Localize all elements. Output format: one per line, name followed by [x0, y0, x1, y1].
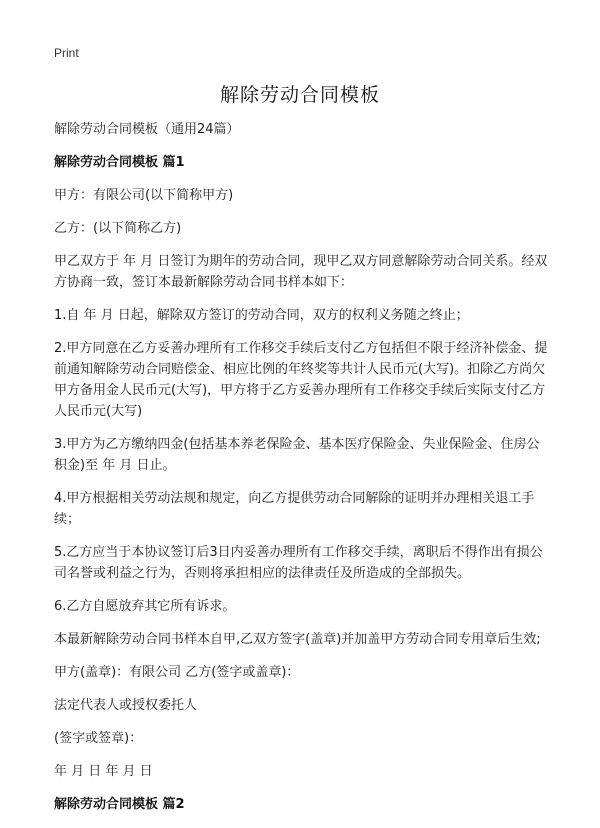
clause-2: 2.甲方同意在乙方妥善办理所有工作移交手续后支付乙方包括但不限于经济补偿金、提前通知解除劳动合同赔偿金、相应比例的年终奖等共计人民币元(大写)。扣除乙方尚欠甲方备用金人民币元(大写)，甲方将于乙方妥善办理所有工作移交手续后实际支付乙方人民币元(大写): [54, 341, 548, 419]
section-heading-1: 解除劳动合同模板 篇1: [54, 155, 185, 170]
signature-line: 甲方(盖章)：有限公司 乙方(签字或盖章)：: [54, 665, 300, 680]
print-label: Print: [54, 46, 79, 60]
clause-3: 3.甲方为乙方缴纳四金(包括基本养老保险金、基本医疗保险金、失业保险金、住房公积金)至 年 月 日止。: [54, 437, 540, 473]
clause-4: 4.甲方根据相关劳动法规和规定，向乙方提供劳动合同解除的证明并办理相关退工手续；: [54, 491, 535, 527]
sign-or-seal-line: (签字或签章)：: [54, 731, 143, 746]
clause-6: 6.乙方自愿放弃其它所有诉求。: [54, 599, 236, 614]
clause-1: 1.自 年 月 日起，解除双方签订的劳动合同，双方的权利义务随之终止；: [54, 308, 469, 323]
date-line: 年 月 日 年 月 日: [54, 764, 153, 779]
page-title: 解除劳动合同模板: [219, 84, 380, 106]
intro-paragraph: 甲乙双方于 年 月 日签订为期年的劳动合同，现甲乙双方同意解除劳动合同关系。经双方协商一致，签订本最新解除劳动合同书样本如下：: [54, 254, 548, 290]
document-body: [54, 119, 548, 827]
legal-representative-line: 法定代表人或授权委托人: [54, 698, 198, 713]
effective-clause: 本最新解除劳动合同书样本自甲,乙双方签字(盖章)并加盖甲方劳动合同专用章后生效;: [54, 632, 541, 647]
clause-5: 5.乙方应当于本协议签订后3日内妥善办理所有工作移交手续，离职后不得作出有损公司名誉或利益之行为，否则将承担相应的法律责任及所造成的全部损失。: [54, 545, 543, 581]
party-a-line: 甲方：有限公司(以下简称甲方): [54, 188, 234, 203]
document-subtitle: 解除劳动合同模板（通用24篇）: [54, 122, 240, 137]
party-b-line: 乙方：(以下简称乙方): [54, 221, 182, 236]
section-heading-2: 解除劳动合同模板 篇2: [54, 797, 185, 812]
